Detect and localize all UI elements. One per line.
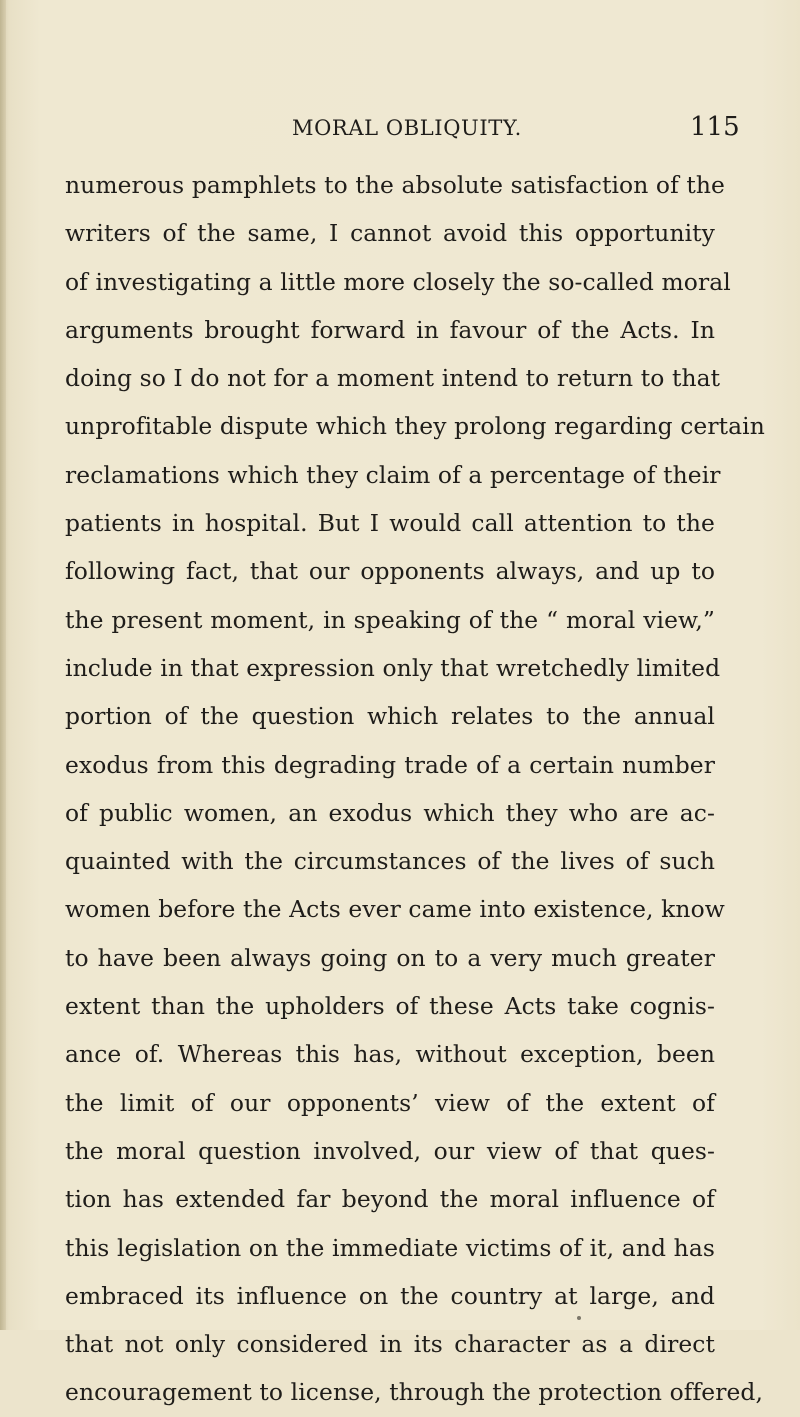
text-line: extent than the upholders of these Acts take cognis- [65, 992, 715, 1021]
text-line: tion has extended far beyond the moral influence of [65, 1185, 715, 1214]
text-line: unprofitable dispute which they prolong regarding certain [65, 412, 765, 441]
text-line: arguments brought forward in favour of the Acts. In [65, 315, 715, 344]
text-line: of public women, an exodus which they who are ac- [65, 798, 715, 827]
text-line: embraced its influence on the country at large, and [65, 1281, 715, 1310]
text-line: the moral question involved, our view of that ques- [65, 1136, 715, 1165]
page-number: 115 [690, 112, 740, 142]
text-line: doing so I do not for a moment intend to return to that [65, 364, 721, 393]
running-head [0, 112, 800, 146]
paper-speck [577, 1316, 581, 1320]
text-line: encouragement to license, through the protection offered, [65, 1378, 764, 1407]
running-head-title: MORAL OBLIQUITY. [292, 116, 522, 140]
text-line: ance of. Whereas this has, without exception, been [65, 1040, 715, 1069]
text-line: writers of the same, I cannot avoid this opportunity [65, 219, 715, 248]
text-line: include in that expression only that wretchedly limited [65, 653, 721, 682]
text-line: portion of the question which relates to the annual [65, 702, 715, 731]
text-line: of investigating a little more closely the so-called moral [65, 267, 731, 296]
text-line: women before the Acts ever came into existence, know [65, 895, 725, 924]
text-line: numerous pamphlets to the absolute satisfaction of the [65, 171, 725, 199]
text-line: to have been always going on to a very much greater [65, 943, 715, 972]
text-line: the limit of our opponents’ view of the extent of [65, 1088, 715, 1117]
text-line: patients in hospital. But I would call attention to the [65, 509, 715, 538]
text-line: this legislation on the immediate victims of it, and has [65, 1233, 715, 1262]
text-line: following fact, that our opponents always, and up to [65, 557, 715, 586]
text-line: that not only considered in its character as a direct [65, 1330, 715, 1359]
page-binding-edge [0, 0, 6, 1330]
text-line: reclamations which they claim of a percentage of their [65, 460, 721, 489]
text-line: the present moment, in speaking of the “ moral view,” [65, 605, 715, 634]
body-text [65, 161, 765, 1417]
text-line: quainted with the circumstances of the lives of such [65, 847, 715, 876]
text-line: exodus from this degrading trade of a certain number [65, 750, 715, 779]
